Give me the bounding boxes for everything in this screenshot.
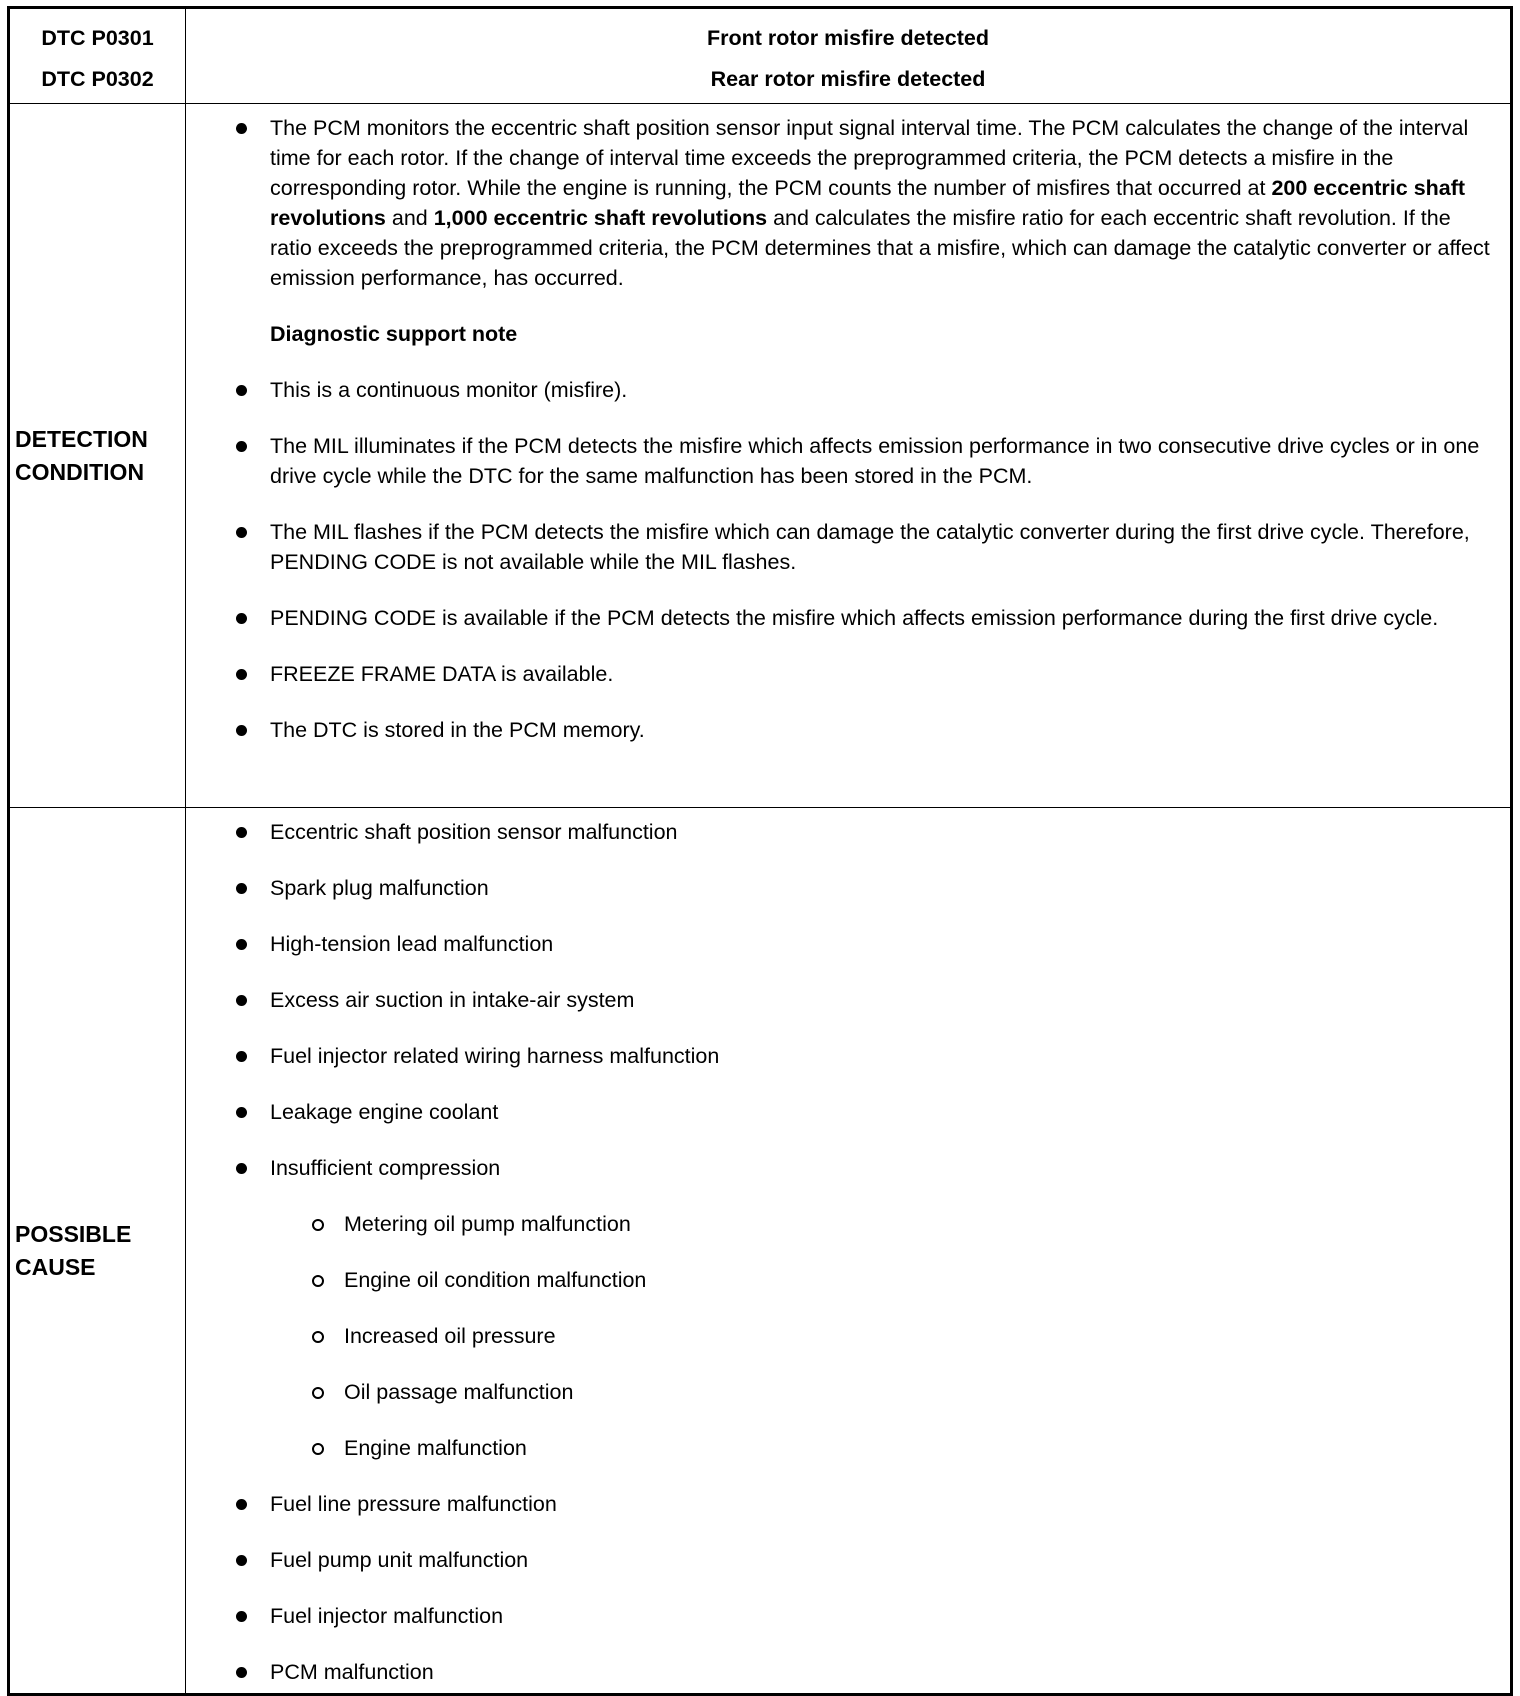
text: Engine malfunction bbox=[344, 1436, 527, 1460]
text: Fuel injector malfunction bbox=[270, 1604, 504, 1628]
text: The MIL illuminates if the PCM detects the misfire which affects emission performance in two consecutive drive cycles or in one drive cycle while the DTC for the same malfunction has been stored in the PCM. bbox=[270, 434, 1480, 488]
bullet-icon bbox=[236, 1107, 247, 1118]
bullet-icon bbox=[236, 1499, 247, 1510]
list-item bbox=[186, 929, 1490, 959]
label-line: CAUSE bbox=[15, 1253, 96, 1280]
hollow-bullet-icon bbox=[312, 1331, 324, 1343]
list-item bbox=[186, 873, 1490, 903]
text: The DTC is stored in the PCM memory. bbox=[270, 718, 645, 742]
text: The MIL flashes if the PCM detects the misfire which can damage the catalytic converter during the first drive cycle. Therefore, PENDING CODE is not available while the MIL flashes. bbox=[270, 520, 1470, 574]
text: PENDING CODE is available if the PCM detects the misfire which affects emission performance during the first drive cycle. bbox=[270, 606, 1439, 630]
text: Engine oil condition malfunction bbox=[344, 1268, 647, 1292]
bullet-icon bbox=[236, 385, 247, 396]
detection-row bbox=[9, 104, 1512, 808]
list-item bbox=[186, 1545, 1490, 1575]
bullet-icon bbox=[236, 1555, 247, 1566]
text: Fuel line pressure malfunction bbox=[270, 1492, 557, 1516]
list-item bbox=[186, 1601, 1490, 1631]
cause-row bbox=[9, 808, 1512, 1695]
text: Excess air suction in intake-air system bbox=[270, 988, 635, 1012]
list-item bbox=[186, 603, 1490, 633]
list-item bbox=[186, 375, 1490, 405]
bullet-icon bbox=[236, 123, 247, 134]
dtc-code: DTC P0302 bbox=[41, 67, 154, 91]
cause-body bbox=[186, 808, 1512, 1695]
bullet-icon bbox=[236, 1611, 247, 1622]
hollow-bullet-icon bbox=[312, 1387, 324, 1399]
bullet-icon bbox=[236, 669, 247, 680]
text: Increased oil pressure bbox=[344, 1324, 556, 1348]
list-item bbox=[186, 113, 1490, 293]
list-item bbox=[186, 431, 1490, 491]
bullet-icon bbox=[236, 1667, 247, 1678]
bullet-icon bbox=[236, 613, 247, 624]
cause-label bbox=[9, 808, 186, 1695]
detection-label bbox=[9, 104, 186, 808]
list-item bbox=[186, 517, 1490, 577]
text: The PCM monitors the eccentric shaft position sensor input signal interval time. The PCM calculates the change of the interval time for each rotor. If the change of interval time exceeds the preprogrammed criteria, the PCM detects a misfire in the corresponding rotor. While the engine is running, the PCM counts the number of misfires that occurred at bbox=[270, 116, 1469, 200]
list-item bbox=[186, 817, 1490, 847]
bullet-icon bbox=[236, 939, 247, 950]
list-item bbox=[186, 1657, 1490, 1687]
list-item bbox=[186, 1041, 1490, 1071]
bullet-icon bbox=[236, 883, 247, 894]
text: Spark plug malfunction bbox=[270, 876, 489, 900]
list-item bbox=[186, 715, 1490, 745]
text: and bbox=[385, 206, 434, 230]
text: High-tension lead malfunction bbox=[270, 932, 554, 956]
label-line: CONDITION bbox=[15, 458, 145, 485]
dtc-descriptions-cell bbox=[186, 8, 1512, 104]
text: Fuel pump unit malfunction bbox=[270, 1548, 529, 1572]
dtc-description: Front rotor misfire detected bbox=[707, 26, 989, 50]
list-item bbox=[186, 659, 1490, 689]
bullet-icon bbox=[236, 827, 247, 838]
dtc-table bbox=[7, 6, 1513, 1696]
label-line: POSSIBLE bbox=[15, 1220, 132, 1247]
text: Eccentric shaft position sensor malfunction bbox=[270, 820, 678, 844]
text: Insufficient compression bbox=[270, 1156, 501, 1180]
list-item bbox=[186, 985, 1490, 1015]
hollow-bullet-icon bbox=[312, 1443, 324, 1455]
sub-list-item bbox=[186, 1433, 1490, 1463]
text: Metering oil pump malfunction bbox=[344, 1212, 631, 1236]
dtc-codes-cell bbox=[9, 8, 186, 104]
list-item bbox=[186, 1489, 1490, 1519]
text: Leakage engine coolant bbox=[270, 1100, 499, 1124]
hollow-bullet-icon bbox=[312, 1275, 324, 1287]
sub-list-item bbox=[186, 1265, 1490, 1295]
note-heading: Diagnostic support note bbox=[270, 322, 518, 346]
text: Oil passage malfunction bbox=[344, 1380, 574, 1404]
bullet-icon bbox=[236, 995, 247, 1006]
list-item bbox=[186, 1153, 1490, 1183]
detection-body bbox=[186, 104, 1512, 808]
list-item bbox=[186, 1097, 1490, 1127]
emphasis: 200 eccentric shaft revolutions bbox=[270, 176, 1466, 230]
text: FREEZE FRAME DATA is available. bbox=[270, 662, 614, 686]
bullet-icon bbox=[236, 527, 247, 538]
sub-list-item bbox=[186, 1209, 1490, 1239]
dtc-code: DTC P0301 bbox=[41, 26, 154, 50]
text: and calculates the misfire ratio for each eccentric shaft revolution. If the ratio exceeds the preprogrammed criteria, the PCM determines that a misfire, which can damage the catalytic converter or affect emission performance, has occurred. bbox=[270, 206, 1490, 290]
emphasis: 1,000 eccentric shaft revolutions bbox=[433, 206, 768, 230]
text: PCM malfunction bbox=[270, 1660, 434, 1684]
label-line: DETECTION bbox=[15, 425, 148, 452]
bullet-icon bbox=[236, 1051, 247, 1062]
text: Fuel injector related wiring harness malfunction bbox=[270, 1044, 720, 1068]
dtc-description: Rear rotor misfire detected bbox=[710, 67, 986, 91]
hollow-bullet-icon bbox=[312, 1219, 324, 1231]
text: This is a continuous monitor (misfire). bbox=[270, 378, 628, 402]
bullet-icon bbox=[236, 725, 247, 736]
bullet-icon bbox=[236, 1163, 247, 1174]
header-row bbox=[9, 8, 1512, 104]
sub-list-item bbox=[186, 1377, 1490, 1407]
bullet-icon bbox=[236, 441, 247, 452]
sub-list-item bbox=[186, 1321, 1490, 1351]
